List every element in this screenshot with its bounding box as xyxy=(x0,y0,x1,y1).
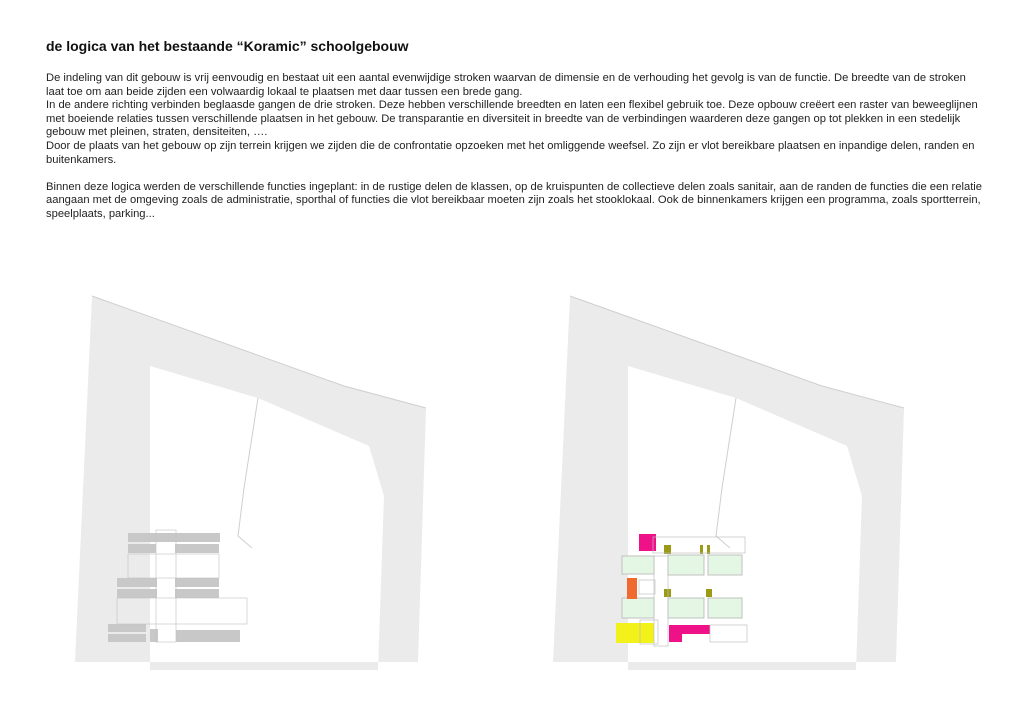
classroom xyxy=(668,555,704,575)
inner-courtyard-outline xyxy=(716,398,736,548)
classroom xyxy=(668,598,704,618)
classroom xyxy=(708,598,742,618)
plan-functions-svg xyxy=(508,268,998,684)
plan-existing-structure xyxy=(30,268,520,684)
building-block xyxy=(108,634,146,642)
paragraph-corridors: In de andere richting verbinden beglaasde gangen de drie stroken. Deze hebben verschillende breedten en laten een flexibel gebruik toe. Deze opbouw creëert een raster van beweeglijnen met boeiende relaties tussen verschillende plaatsen in het gebouw. De transparantie en diversiteit in breedte van de verbindingen waarderen deze gangen op tot plekken in een stedelijk gebouw met pleinen, straten, densiteiten, …. xyxy=(46,99,978,139)
building-block xyxy=(150,629,158,642)
building-block xyxy=(108,624,146,632)
page-title: de logica van het bestaande “Koramic” schoolgebouw xyxy=(46,38,409,54)
paragraph-gap xyxy=(46,167,986,181)
sport-block xyxy=(616,623,654,643)
building-block xyxy=(175,544,219,553)
description-text xyxy=(46,72,986,222)
classroom xyxy=(622,598,654,618)
plan-functions xyxy=(508,268,998,684)
inner-courtyard-outline xyxy=(238,398,258,548)
building-block xyxy=(176,630,240,642)
sanitary-unit xyxy=(706,589,712,597)
classroom xyxy=(622,556,654,574)
admin-block xyxy=(639,534,656,551)
paragraph-site: Door de plaats van het gebouw op zijn terrein krijgen we zijden die de confrontatie opzoeken met het omliggende weefsel. Zo zijn er vlot bereikbare plaatsen en inpandige delen, randen en buitenkamers. xyxy=(46,139,975,166)
paragraph-functions: Binnen deze logica werden de verschillende functies ingeplant: in de rustige delen de klassen, op de kruispunten de collectieve delen zoals sanitair, aan de randen de functies die een relatie aangaan met de omgeving zoals de administratie, sporthal of functies die vlot bereikbaar moeten zijn zoals het stooklokaal. Ook de binnenkamers krijgen een programma, zoals sportterrein, speelplaats, parking... xyxy=(46,180,983,220)
building-block xyxy=(128,544,156,553)
classrooms xyxy=(622,555,742,618)
building-block xyxy=(128,533,220,542)
building-block xyxy=(175,589,219,598)
plan-existing-svg xyxy=(30,268,520,684)
paragraph-layout: De indeling van dit gebouw is vrij eenvoudig en bestaat uit een aantal evenwijdige stroken waarvan de dimensie en de verhouding het gevolg is van de functie. De breedte van de stroken laat toe om aan beide zijden een volwaardig lokaal te plaatsen met daar tussen een brede gang. xyxy=(46,72,966,98)
sanitary-unit xyxy=(664,589,671,597)
building-block xyxy=(117,589,157,598)
classroom xyxy=(708,555,742,575)
admin-block-lower xyxy=(669,625,710,642)
boiler-room xyxy=(627,578,637,599)
building-block xyxy=(117,578,157,587)
building-block xyxy=(175,578,219,587)
